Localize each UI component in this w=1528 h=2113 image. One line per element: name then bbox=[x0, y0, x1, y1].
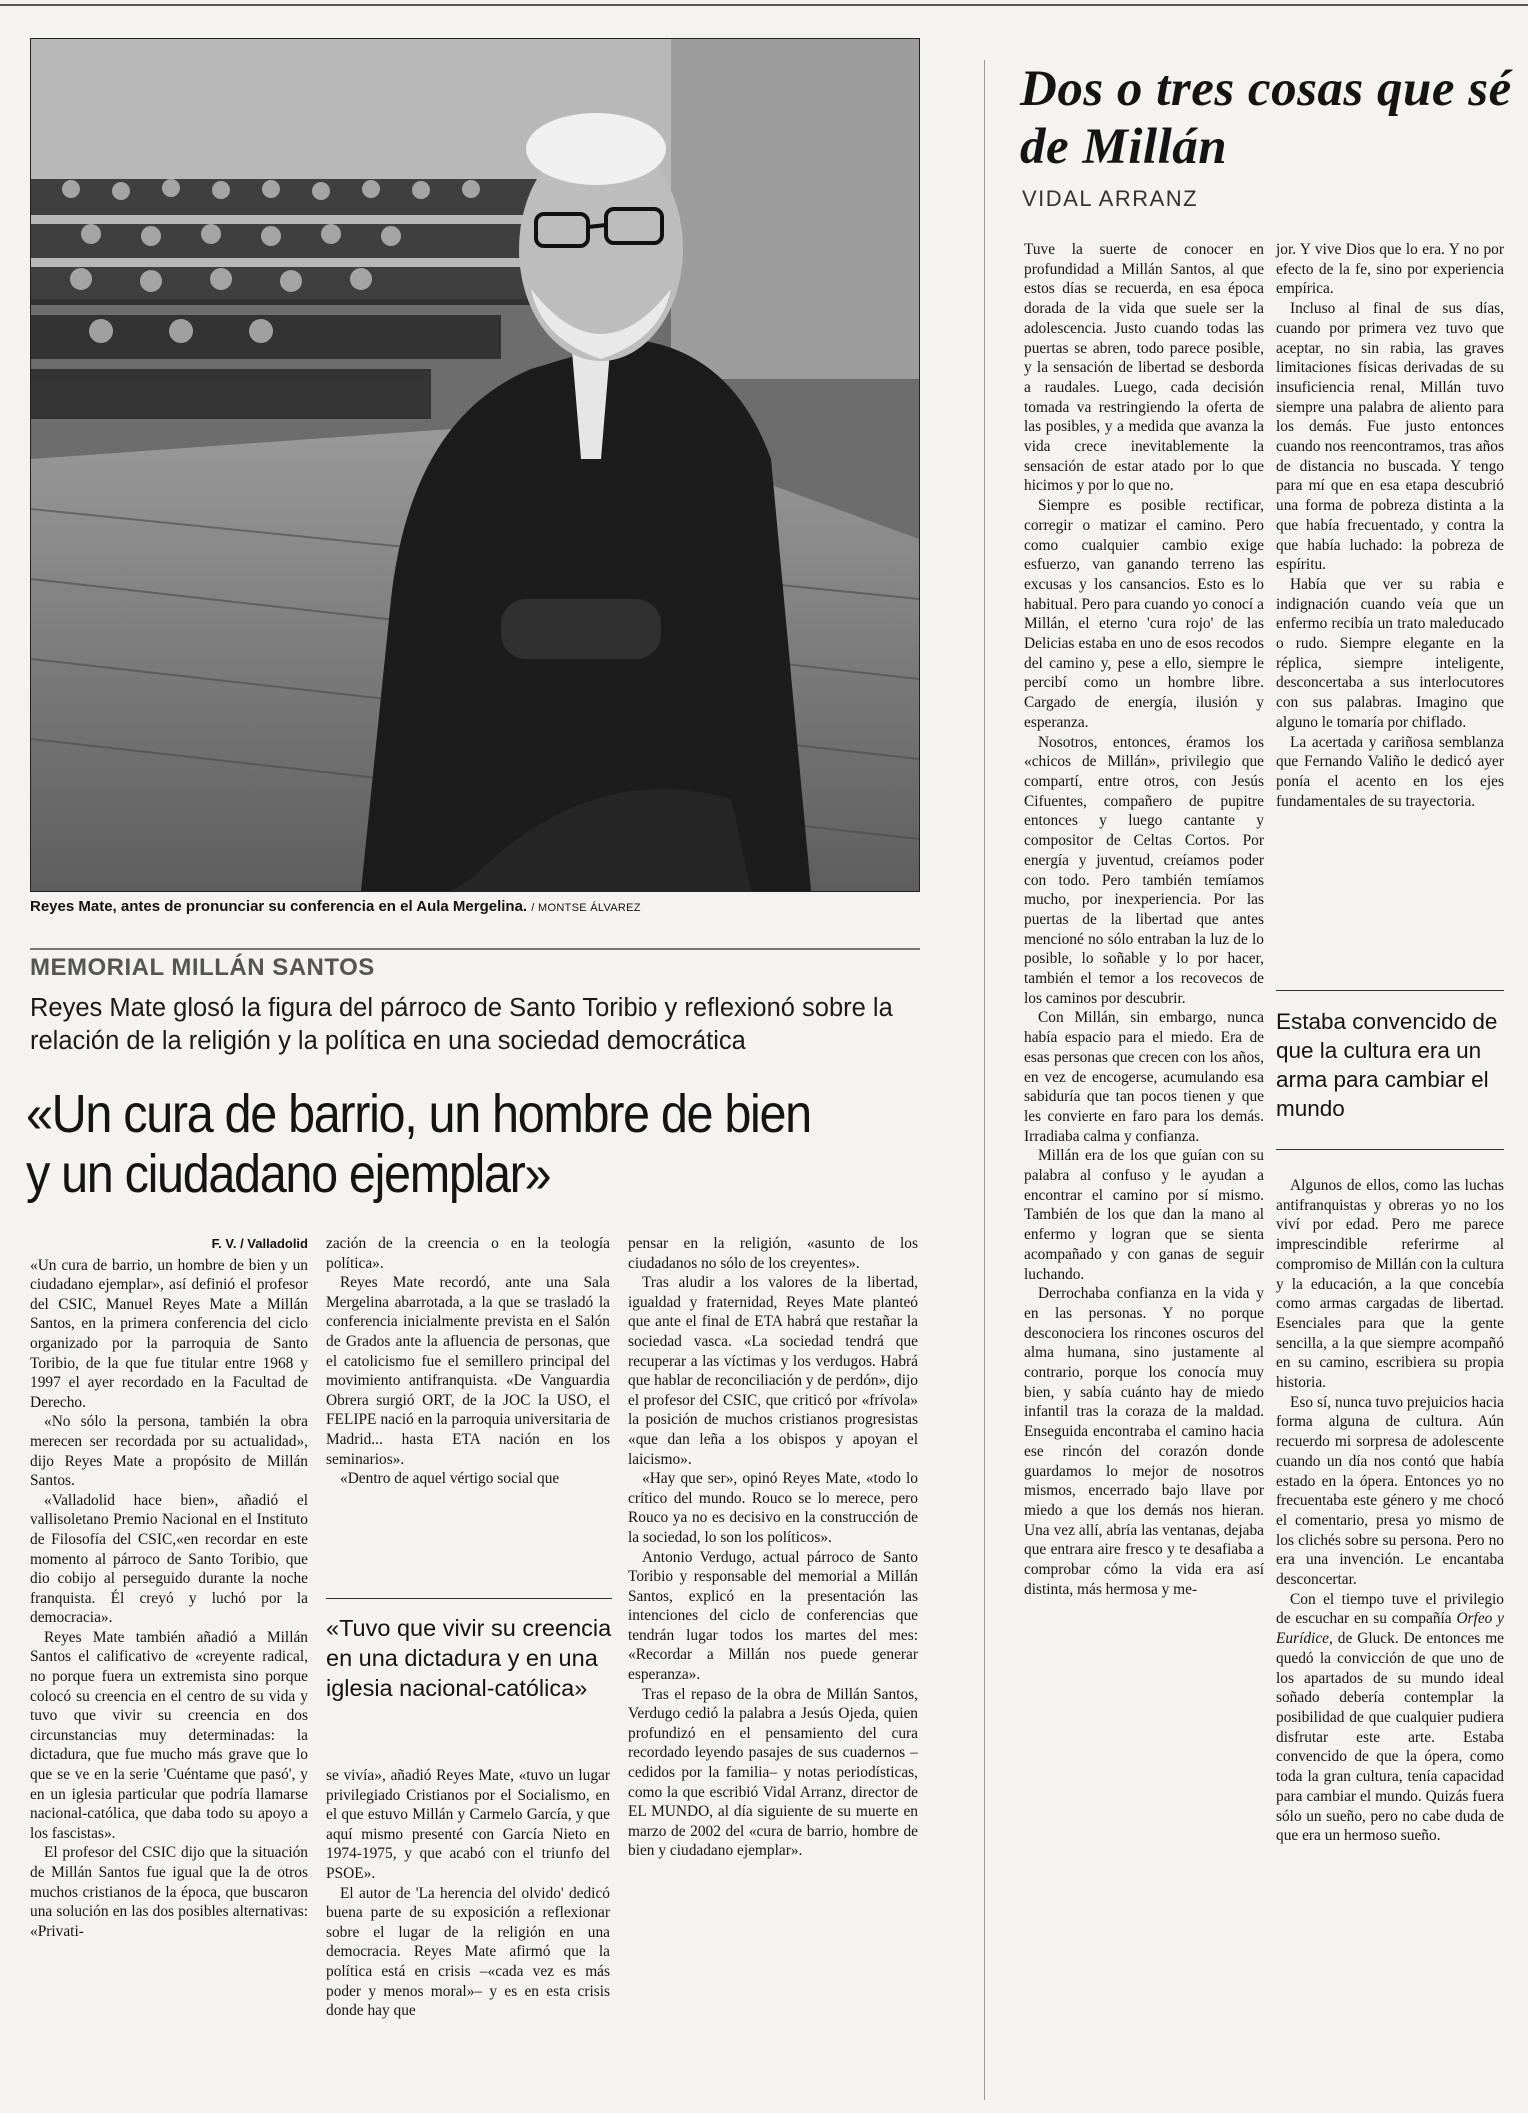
opinion-title: Dos o tres cosas que sé de Millán bbox=[1020, 61, 1512, 175]
text-span: Con el tiempo tuve el privilegio de escuchar en su compañía bbox=[1276, 1590, 1504, 1628]
paragraph: Incluso al final de sus días, cuando por primera vez tuvo que aceptar, no sin rabia, las graves limitaciones físicas derivadas de su insuficiencia renal, Millán tuvo siempre una palabra de aliento para los demás. Fue justo entonces cuando nos reencontramos, tras años de distancia no buscada. Y tengo para mí que en esa etapa descubrió una forma de pobreza distinta a la que había frecuentado, y contra la que había luchado: la pobreza de espíritu. bbox=[1276, 300, 1504, 574]
paragraph: zación de la creencia o en la teología política». bbox=[326, 1235, 610, 1272]
photo-caption bbox=[30, 898, 920, 915]
paragraph: Tuve la suerte de conocer en profundidad a Millán Santos, al que estos días se recuerda, en esa época dorada de la vida que suele ser la adolescencia. Justo cuando todas las puertas se abren, todo parece posible, y la sensación de libertad se desborda a raudales. Luego, cada decisión tomada va restringiendo la oferta de las posibles, y a medida que avanza la vida crece inevitablemente la sensación de estar atado por lo que hicimos y por lo que no. bbox=[1024, 241, 1264, 495]
opera-title: Orfeo y Eurídice bbox=[1276, 1610, 1504, 1648]
section-label: MEMORIAL MILLÁN SANTOS bbox=[30, 948, 920, 982]
paragraph: Eso sí, nunca tuvo prejuicios hacia forma alguna de cultura. Aún recuerdo mi sorpresa de adolescente cuando un día nos contó que había estado en la ópera. Entonces yo no frecuentaba este género y me chocó el comentario, presa yo mismo de los clichés sobre su persona. Pero no era una invención. Le encantaba desconcertar. bbox=[1276, 1393, 1504, 1589]
paragraph bbox=[1276, 1590, 1504, 1846]
paragraph: El autor de 'La herencia del olvido' dedicó buena parte de su exposición a reflexionar sobre el lugar de la religión en una democracia. Reyes Mate afirmó que la política está en crisis –«cada vez es más poder y menos moral»– y es en esta crisis donde hay que bbox=[326, 1884, 610, 2020]
opinion-column-2-continued bbox=[1276, 1176, 1504, 1846]
paragraph: Siempre es posible rectificar, corregir o matizar el camino. Pero como cualquier cambio exige esfuerzo, van ganando terreno las excusas y los cansancios. Esto es lo habitual. Pero para cuando yo conocí a Millán, el eterno 'cura rojo' de las Delicias estaba en uno de esos recodos del camino y, pese a ello, siempre le percibí como un hombre libre. Cargado de energía, ilusión y esperanza. bbox=[1024, 497, 1264, 731]
opinion-column-1 bbox=[1024, 240, 1264, 1600]
paragraph: Nosotros, entonces, éramos los «chicos de Millán», privilegio que compartí, entre otros, con Jesús Cifuentes, compañero de pupitre entonces y luego cantante y compositor de Celtas Cortos. Por energía y juventud, creíamos poder con todo. Pero también temíamos mucho, por inexperiencia. Por las puertas de la libertad que antes mencioné no sólo entraban la luz de lo posible, lo soñable y lo por hacer, también el temor a los recovecos de los caminos por descubrir. bbox=[1024, 733, 1264, 1007]
paragraph: Antonio Verdugo, actual párroco de Santo Toribio y responsable del memorial a Millán Santos, explicó en la presentación las intenciones del ciclo de conferencias que tendrán lugar todos los martes del mes: «Recordar a Millán nos puede generar esperanza». bbox=[628, 1548, 918, 1684]
paragraph: «Dentro de aquel vértigo social que bbox=[340, 1470, 560, 1488]
paragraph: se vivía», añadió Reyes Mate, «tuvo un lugar privilegiado Cristianos por el Socialismo, en el que estuvo Millán y Carmelo García, y que aquí mismo presenté con García Nieto en 1974-1975, y que acabó con el triunfo del PSOE». bbox=[326, 1767, 610, 1882]
pull-quote: «Tuvo que vivir su creencia en una dictadura y en una iglesia nacional-católica» bbox=[326, 1598, 612, 1703]
opinion-pull-quote: Estaba convencido de que la cultura era un arma para cambiar el mundo bbox=[1276, 990, 1504, 1150]
paragraph: jor. Y vive Dios que lo era. Y no por efecto de la fe, sino por experiencia empírica. bbox=[1276, 241, 1504, 298]
page-top-rule bbox=[0, 4, 1528, 6]
article-column-1 bbox=[30, 1234, 308, 1941]
photo-illustration bbox=[31, 39, 919, 891]
paragraph: «Hay que ser», opinó Reyes Mate, «todo lo crítico del mundo. Rouco se lo merece, pero Rouco ya no es decisivo en la construcción de la sociedad, lo son los políticos». bbox=[628, 1470, 918, 1546]
paragraph: «Valladolid hace bien», añadió el vallisoletano Premio Nacional en el Instituto de Filosofía del CSIC,«en recordar en este momento al párroco de Santo Toribio, que dio cobijo al perseguido durante la noche franquista. Él creyó y luchó por la democracia». bbox=[30, 1491, 308, 1627]
caption-text: Reyes Mate, antes de pronunciar su conferencia en el Aula Mergelina. bbox=[30, 898, 528, 915]
paragraph: Reyes Mate recordó, ante una Sala Mergelina abarrotada, a la que se trasladó la conferencia inicialmente prevista en el Salón de Grados ante la afluencia de personas, que el catolicismo fue el semillero principal del movimiento antifranquista. «De Vanguardia Obrera surgió ORT, de la JOC la USO, el FELIPE nació en la parroquia universitaria de Madrid... hasta ETA nación en los seminarios». bbox=[326, 1274, 610, 1468]
article-headline: «Un cura de barrio, un hombre de bien y un ciudadano ejemplar» bbox=[26, 1084, 811, 1204]
photo-credit: / MONTSE ÁLVAREZ bbox=[531, 902, 641, 914]
paragraph: pensar en la religión, «asunto de los ciudadanos no sólo de los creyentes». bbox=[628, 1235, 918, 1272]
byline: F. V. / Valladolid bbox=[211, 1236, 308, 1251]
paragraph: Algunos de ellos, como las luchas antifranquistas y obreras yo no los viví por edad. Pero me parece imprescindible referirme al compromiso de Millán con la cultura y la educación, a la que concebía como armas cargadas de libertad. Esenciales para que la gente sencilla, a la que siempre acompañó en su camino, escribiera su propia historia. bbox=[1276, 1177, 1504, 1392]
article-subhead: Reyes Mate glosó la figura del párroco de Santo Toribio y reflexionó sobre la relación de la religión y la política en una sociedad democrática bbox=[30, 994, 893, 1055]
opinion-column-2 bbox=[1276, 240, 1504, 811]
paragraph: Derrochaba confianza en la vida y en las personas. Y no porque desconociera los rincones oscuros del alma humana, sino justamente al contrario, porque los conocía muy bien, y sabía cuánto hay de miedo infantil tras la coraza de la maldad. Enseguida encontraba el camino hacia ese rincón del corazón donde guardamos lo mejor de nosotros mismos, encerrado bajo llave por miedo a que los demás nos hieran. Una vez allí, abría las ventanas, dejaba que entrara aire fresco y te desafiaba a comprobar cómo la vida era así distinta, más hermosa y me- bbox=[1024, 1285, 1264, 1598]
column-divider bbox=[984, 60, 985, 2100]
paragraph: Reyes Mate también añadió a Millán Santos el calificativo de «creyente radical, no porque fuera un extremista sino porque colocó su creencia en el centro de su vida y tuvo que vivir su creencia en dos circunstancias muy determinadas: la dictadura, que fue mucho más grave que lo que se ve en la serie 'Cuéntame que pasó', y en un iglesia particular que podría llamarse nacional-católica, que daba todo su apoyo a los fascistas». bbox=[30, 1628, 308, 1842]
paragraph: Había que ver su rabia e indignación cuando veía que un enfermo recibía un trato maleducado o rudo. Siempre elegante en la réplica, siempre inteligente, desconcertaba a sus interlocutores con sus palabras. Imagino que alguno le tomaría por chiflado. bbox=[1276, 575, 1504, 731]
article-column-2-continued bbox=[326, 1766, 610, 2021]
article-column-3 bbox=[628, 1234, 918, 1861]
article-photo bbox=[30, 38, 920, 892]
text-span: , de Gluck. De entonces me quedó la convicción de que uno de los apartados de su mundo ideal soñado debería contemplar la posibilidad de que cualquier pudiera disfrutar este arte. Estaba convencido de que la ópera, como toda la gran cultura, tenía capacidad para cambiar el mundo. Quizás fuera sólo un sueño, pero no cabe duda de que era un hermoso sueño. bbox=[1276, 1630, 1504, 1845]
paragraph: La acertada y cariñosa semblanza que Fernando Valiño le dedicó ayer ponía el acento en los ejes fundamentales de su trayectoria. bbox=[1276, 733, 1504, 810]
paragraph: Tras el repaso de la obra de Millán Santos, Verdugo cedió la palabra a Jesús Ojeda, quien profundizó en el pensamiento del cura recordado leyendo pasajes de sus cuadernos –cedidos por la familia– y notas periodísticas, como la que escribió Vidal Arranz, director de EL MUNDO, al día siguiente de su muerte en marzo de 2002 del «cura de barrio, hombre de bien y ciudadano ejemplar». bbox=[628, 1685, 918, 1860]
paragraph: El profesor del CSIC dijo que la situación de Millán Santos fue igual que la de otros muchos cristianos de la época, que buscaron una solución en las dos posibles alternativas: «Privati- bbox=[30, 1844, 308, 1940]
opinion-author: VIDAL ARRANZ bbox=[1022, 186, 1199, 211]
article-column-2 bbox=[326, 1234, 610, 1489]
paragraph: «No sólo la persona, también la obra merecen ser recordada por su actualidad», dijo Reyes Mate a propósito de Millán Santos. bbox=[30, 1413, 308, 1490]
paragraph: «Un cura de barrio, un hombre de bien y un ciudadano ejemplar», así definió el profesor del CSIC, Manuel Reyes Mate a Millán Santos, en la primera conferencia del ciclo organizado por la parroquia de Santo Toribio, de la que fue titular entre 1968 y 1997 el ayer recordado en la Facultad de Derecho. bbox=[30, 1256, 308, 1411]
paragraph: Millán era de los que guían con su palabra al confuso y le ayudan a encontrar el camino por sí mismo. También de los que dan la mano al enfermo y logran que se sienta acompañado y con ganas de seguir luchando. bbox=[1024, 1147, 1264, 1283]
paragraph: Tras aludir a los valores de la libertad, igualdad y fraternidad, Reyes Mate planteó que ante el final de ETA habrá que restañar la sociedad vasca. «La sociedad tendrá que recuperar a las víctimas y los verdugos. Habrá que hablar de reconciliación y de perdón», dijo el profesor del CSIC, que criticó por «frívola» la posición de muchos cristianos progresistas «que dan leña a los obispos y apoyan el laicismo». bbox=[628, 1274, 918, 1468]
paragraph: Con Millán, sin embargo, nunca había espacio para el miedo. Era de esas personas que crecen con los años, en vez de encogerse, acumulando esa sabiduría que tan pocos tienen y que les convierte en faro para los demás. Irradiaba calma y confianza. bbox=[1024, 1009, 1264, 1145]
